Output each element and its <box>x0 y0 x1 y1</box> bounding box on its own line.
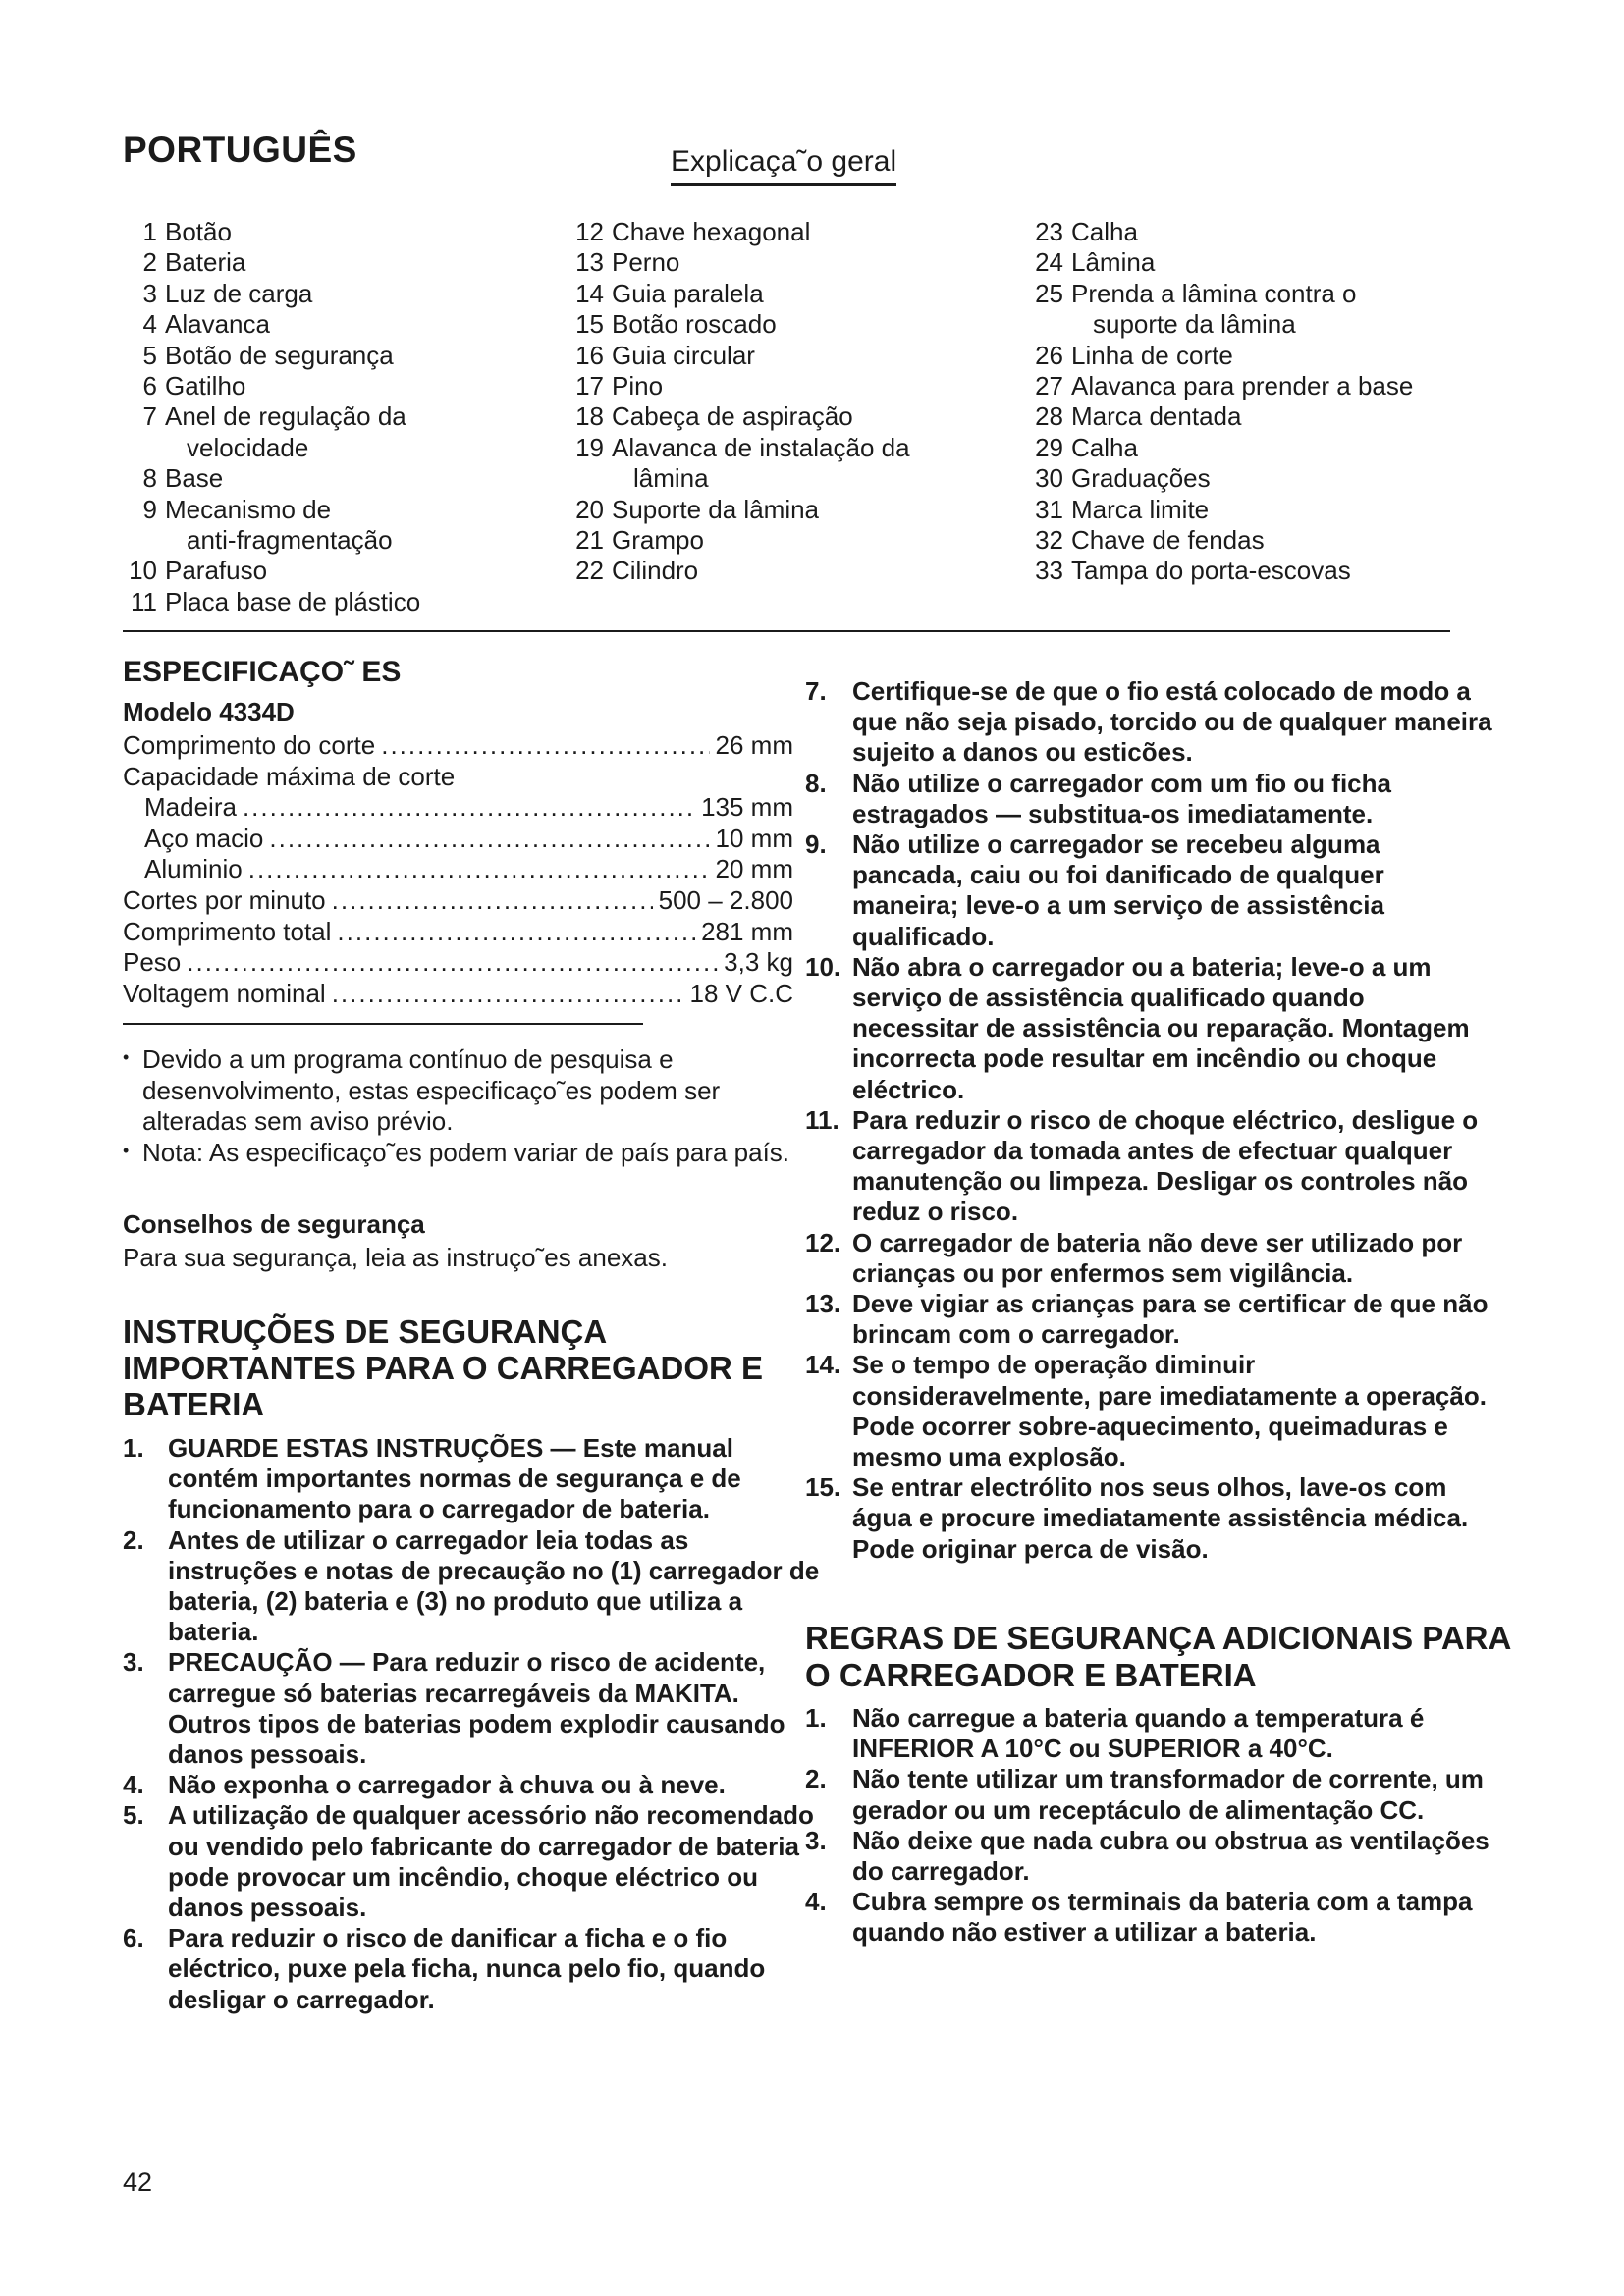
spec-row <box>123 762 793 793</box>
list-item-number: 15. <box>805 1472 841 1503</box>
list-item-text: GUARDE ESTAS INSTRUÇÕES — Este manual contém importantes normas de segurança e de funcionamento para o carregador de bateria. <box>168 1433 741 1524</box>
legend-item-label <box>165 401 406 463</box>
list-item-number: 12. <box>805 1227 841 1257</box>
spec-value: 3,3 kg <box>724 947 793 978</box>
legend-item-text: Chave de fendas <box>1071 525 1265 556</box>
legend-item-number: 26 <box>1035 340 1063 370</box>
legend-item-text: Anel de regulação da <box>165 401 406 432</box>
list-item <box>805 1826 1492 1887</box>
legend-item-number: 22 <box>575 556 604 586</box>
legend-item-label <box>612 371 663 401</box>
legend-item-text: Marca limite <box>1071 494 1210 524</box>
model-name: Modelo 4334D <box>123 697 295 726</box>
legend-item-number: 24 <box>1035 247 1063 278</box>
legend-item-label <box>612 341 755 371</box>
legend-item-label <box>1071 556 1351 586</box>
list-item-number: 3. <box>123 1647 144 1678</box>
legend-item-text: Cilindro <box>612 556 699 586</box>
language-heading: PORTUGUÊS <box>123 130 357 170</box>
list-item-text: Não utilize o carregador se recebeu alguma pancada, caiu ou foi danificado de qualquer maneira; leve-o a um serviço de assistência qualificado. <box>852 829 1384 951</box>
legend-item-text: Botão de segurança <box>165 340 394 370</box>
spec-leader-dots <box>332 885 653 917</box>
legend-item-label <box>1071 463 1211 494</box>
spec-label: Aço macio <box>144 823 264 853</box>
list-item-number: 2. <box>123 1524 144 1555</box>
legend-item-label <box>165 495 393 557</box>
legend-item-label <box>165 247 245 278</box>
legend-item-text: Guia paralela <box>612 278 764 308</box>
specifications-table <box>123 730 793 1009</box>
list-item-text: Se o tempo de operação diminuir consideravelmente, pare imediatamente a operação. Pode ocorrer sobre-aquecimento, queimaduras e mesmo uma explosão. <box>852 1350 1487 1472</box>
spec-leader-dots <box>332 979 684 1010</box>
legend-item-number: 9 <box>142 494 157 524</box>
legend-item-label <box>612 217 810 247</box>
list-item-text: Certifique-se de que o fio está colocado de modo a que não seja pisado, torcido ou de qualquer maneira sujeito a danos ou esticões. <box>852 676 1492 768</box>
list-item <box>805 829 1492 952</box>
legend-item-number: 29 <box>1035 432 1063 462</box>
list-item-number: 1. <box>805 1703 827 1733</box>
legend-item <box>123 463 420 494</box>
legend-item-number: 8 <box>142 463 157 494</box>
legend-item <box>569 279 910 309</box>
spec-row <box>123 824 793 855</box>
legend-item-number: 16 <box>575 340 604 370</box>
list-item <box>805 1887 1492 1948</box>
list-item <box>805 1703 1492 1764</box>
legend-item <box>1029 525 1413 556</box>
legend-item <box>1029 401 1413 432</box>
additional-safety-rules-list <box>805 1703 1492 1949</box>
list-item <box>805 769 1492 829</box>
legend-item-text: Alavanca de instalação da <box>612 432 910 462</box>
legend-item-number: 14 <box>575 278 604 308</box>
legend-item-text-continued: anti-fragmentação <box>187 525 393 556</box>
legend-column-3 <box>1029 217 1413 587</box>
legend-item <box>1029 279 1413 341</box>
legend-item <box>123 556 420 586</box>
legend-item-label <box>612 556 698 586</box>
legend-item-label <box>165 309 270 340</box>
legend-item-text: Bateria <box>165 247 246 278</box>
list-item <box>805 952 1492 1105</box>
legend-item-text: Base <box>165 463 224 494</box>
list-item-text: Não tente utilizar um transformador de corrente, um gerador ou um receptáculo de alimentação CC. <box>852 1764 1484 1825</box>
spec-row <box>123 947 793 979</box>
list-item-number: 9. <box>805 829 827 860</box>
page-number: 42 <box>123 2167 153 2197</box>
legend-item-text: Calha <box>1071 217 1138 246</box>
list-item-number: 7. <box>805 676 827 706</box>
list-item-text: Não exponha o carregador à chuva ou à neve. <box>168 1770 726 1800</box>
legend-item-text: Grampo <box>612 525 704 556</box>
legend-item-number: 2 <box>142 247 157 278</box>
legend-item-number: 21 <box>575 525 604 556</box>
list-item-number: 4. <box>805 1887 827 1917</box>
spec-value: 500 – 2.800 <box>658 884 793 915</box>
legend-item-label <box>165 463 223 494</box>
legend-item <box>1029 556 1413 586</box>
legend-item-label <box>165 556 267 586</box>
legend-item-label <box>612 433 910 495</box>
spec-leader-dots <box>337 917 695 948</box>
legend-item <box>123 495 420 557</box>
spec-row <box>123 854 793 885</box>
legend-item <box>123 341 420 371</box>
legend-item <box>123 371 420 401</box>
legend-item-text-continued: suporte da lâmina <box>1093 309 1296 340</box>
legend-item <box>123 309 420 340</box>
spec-note: • Devido a um programa contínuo de pesquisa e desenvolvimento, estas especificaço˜es podem ser alteradas sem aviso prévio. <box>123 1044 800 1138</box>
list-item-text: Cubra sempre os terminais da bateria com a tampa quando não estiver a utilizar a bateria. <box>852 1887 1473 1948</box>
safety-advice-heading: Conselhos de segurança <box>123 1209 425 1239</box>
legend-item-label <box>612 401 853 432</box>
legend-item-label <box>612 495 819 525</box>
spec-value: 281 mm <box>701 916 793 946</box>
spec-row <box>123 979 793 1010</box>
legend-item <box>1029 433 1413 463</box>
legend-item-number: 31 <box>1035 494 1063 524</box>
legend-item-number: 20 <box>575 494 604 524</box>
spec-label: Capacidade máxima de corte <box>123 761 456 791</box>
list-item-text: Não deixe que nada cubra ou obstrua as ventilações do carregador. <box>852 1825 1489 1887</box>
spec-row <box>123 885 793 917</box>
legend-item <box>123 587 420 617</box>
list-item <box>805 1105 1492 1228</box>
specifications-notes <box>123 1044 800 1168</box>
specifications-heading: ESPECIFICAÇO˜ ES <box>123 656 402 688</box>
specifications-divider <box>123 1023 643 1025</box>
legend-item-text: Luz de carga <box>165 278 313 308</box>
legend-item <box>123 279 420 309</box>
spec-label: Comprimento total <box>123 916 332 946</box>
legend-item-label <box>612 525 704 556</box>
list-item-text: Não utilize o carregador com um fio ou ficha estragados — substitua-os imediatamente. <box>852 768 1391 828</box>
legend-item-label <box>165 217 232 247</box>
legend-item-number: 19 <box>575 432 604 462</box>
legend-item-label <box>1071 247 1155 278</box>
spec-row <box>123 730 793 762</box>
legend-item-label <box>165 587 420 617</box>
legend-item-text: Pino <box>612 371 664 401</box>
legend-item <box>123 401 420 463</box>
spec-row <box>123 917 793 948</box>
list-item-text: Deve vigiar as crianças para se certificar de que não brincam com o carregador. <box>852 1289 1489 1350</box>
list-item-text: Para reduzir o risco de choque eléctrico, desligue o carregador da tomada antes de efectuar qualquer manutenção ou limpeza. Desligar os controles não reduz o risco. <box>852 1104 1479 1227</box>
list-item-text: Antes de utilizar o carregador leia todas as instruções e notas de precaução no (1) carregador de bateria, (2) bateria e (3) no produto que utiliza a bateria. <box>168 1524 820 1647</box>
legend-item-text: Botão <box>165 217 232 246</box>
section-divider <box>123 630 1450 632</box>
spec-label: Madeira <box>144 792 237 823</box>
list-item <box>123 1647 820 1770</box>
list-item-text: PRECAUÇÃO — Para reduzir o risco de acidente, carregue só baterias recarregáveis da MAKITA. Outros tipos de baterias podem explodir causando danos pessoais. <box>168 1647 785 1770</box>
legend-item <box>569 401 910 432</box>
list-item-number: 11. <box>805 1104 839 1135</box>
legend-item-label <box>1071 401 1241 432</box>
legend-item-number: 7 <box>142 401 157 432</box>
legend-item-number: 15 <box>575 309 604 340</box>
list-item <box>805 1228 1492 1289</box>
legend-item-number: 4 <box>142 309 157 340</box>
legend-item-label <box>612 309 777 340</box>
legend-item <box>1029 371 1413 401</box>
list-item <box>805 1472 1492 1565</box>
spec-leader-dots <box>381 730 709 762</box>
list-item <box>123 1525 820 1648</box>
important-safety-instructions-heading: INSTRUÇÕES DE SEGURANÇA IMPORTANTES PARA O CARREGADOR E BATERIA <box>123 1313 764 1422</box>
legend-item-label <box>165 341 394 371</box>
legend-item-number: 32 <box>1035 525 1063 556</box>
list-item <box>805 1764 1492 1825</box>
legend-item <box>569 247 910 278</box>
list-item-text: Para reduzir o risco de danificar a ficha e o fio eléctrico, puxe pela ficha, nunca pelo fio, quando desligar o carregador. <box>168 1923 766 2014</box>
legend-item-number: 23 <box>1035 217 1063 246</box>
legend-item-number: 28 <box>1035 401 1063 432</box>
legend-item <box>569 309 910 340</box>
safety-instructions-list-left <box>123 1433 820 2015</box>
spec-label: Aluminio <box>144 854 243 884</box>
legend-item-number: 13 <box>575 247 604 278</box>
legend-item-text: Marca dentada <box>1071 401 1242 432</box>
legend-column-1 <box>123 217 420 617</box>
list-item-number: 3. <box>805 1825 827 1855</box>
legend-item-number: 3 <box>142 278 157 308</box>
spec-value: 10 mm <box>715 823 793 853</box>
list-item-number: 2. <box>805 1764 827 1794</box>
legend-item-text: Parafuso <box>165 556 268 586</box>
legend-item <box>569 371 910 401</box>
safety-instructions-list-right <box>805 676 1492 1565</box>
list-item-number: 4. <box>123 1770 144 1800</box>
list-item-text: Não abra o carregador ou a bateria; leve-o a um serviço de assistência qualificado quando necessitar de assistência ou reparação. Montagem incorrecta pode resultar em incêndio ou choque eléctrico. <box>852 951 1470 1104</box>
legend-item-label <box>612 279 764 309</box>
legend-item-label <box>165 279 312 309</box>
legend-item <box>569 217 910 247</box>
legend-item-label <box>1071 341 1233 371</box>
list-item-number: 10. <box>805 951 841 982</box>
legend-item <box>1029 341 1413 371</box>
legend-item-text: Alavanca <box>165 309 270 340</box>
legend-item <box>569 495 910 525</box>
legend-item-text: Guia circular <box>612 340 755 370</box>
list-item-text: Se entrar electrólito nos seus olhos, lave-os com água e procure imediatamente assistência médica. Pode originar perca de visão. <box>852 1472 1469 1564</box>
legend-item-text: Mecanismo de <box>165 494 332 524</box>
legend-item <box>569 341 910 371</box>
legend-item-number: 6 <box>142 371 157 401</box>
legend-item-text: Gatilho <box>165 371 246 401</box>
legend-item <box>123 247 420 278</box>
legend-item <box>1029 217 1413 247</box>
legend-item-text: Perno <box>612 247 680 278</box>
list-item-number: 1. <box>123 1433 144 1463</box>
spec-leader-dots <box>187 947 718 979</box>
spec-leader-dots <box>269 824 709 855</box>
legend-item-label <box>1071 279 1357 341</box>
legend-item-text: Cabeça de aspiração <box>612 401 853 432</box>
legend-item-number: 17 <box>575 371 604 401</box>
legend-item-text: Placa base de plástico <box>165 586 421 616</box>
safety-advice-text: Para sua segurança, leia as instruço˜es anexas. <box>123 1243 668 1272</box>
legend-item-label <box>1071 525 1265 556</box>
spec-value: 20 mm <box>715 854 793 884</box>
legend-item-label <box>1071 433 1138 463</box>
additional-safety-rules-heading: REGRAS DE SEGURANÇA ADICIONAIS PARA O CARREGADOR E BATERIA <box>805 1620 1511 1693</box>
legend-item-label <box>1071 371 1413 401</box>
legend-item-number: 10 <box>129 556 157 586</box>
legend-item-text: Calha <box>1071 432 1138 462</box>
legend-item-text: Linha de corte <box>1071 340 1233 370</box>
legend-item-number: 12 <box>575 217 604 246</box>
spec-leader-dots <box>248 854 710 885</box>
legend-item-text: Alavanca para prender a base <box>1071 371 1414 401</box>
legend-item-number: 5 <box>142 340 157 370</box>
legend-column-2 <box>569 217 910 587</box>
legend-item-text: Chave hexagonal <box>612 217 811 246</box>
legend-item-label <box>1071 495 1209 525</box>
legend-item-number: 25 <box>1035 278 1063 308</box>
list-item-text: O carregador de bateria não deve ser utilizado por crianças ou por enfermos sem vigilância. <box>852 1227 1463 1288</box>
legend-item-label <box>165 371 245 401</box>
list-item-number: 13. <box>805 1289 841 1319</box>
legend-item <box>569 525 910 556</box>
list-item-number: 14. <box>805 1350 841 1380</box>
list-item <box>123 1800 820 1923</box>
spec-row <box>123 792 793 824</box>
legend-item <box>123 217 420 247</box>
list-item <box>123 1770 820 1800</box>
list-item-text: A utilização de qualquer acessório não recomendado ou vendido pelo fabricante do carregador de bateria pode provocar um incêndio, choque eléctrico ou danos pessoais. <box>168 1800 814 1923</box>
legend-item-number: 1 <box>142 217 157 246</box>
legend-item-text: Prenda a lâmina contra o <box>1071 278 1357 308</box>
legend-item <box>1029 247 1413 278</box>
spec-label: Voltagem nominal <box>123 978 326 1008</box>
list-item <box>805 676 1492 769</box>
spec-value: 18 V C.C <box>689 978 793 1008</box>
spec-label: Peso <box>123 947 182 978</box>
list-item <box>123 1923 820 2015</box>
legend-item-number: 11 <box>131 586 157 616</box>
spec-value: 135 mm <box>701 792 793 823</box>
legend-item-text: Tampa do porta-escovas <box>1071 556 1351 586</box>
legend-item-text: Lâmina <box>1071 247 1156 278</box>
legend-item <box>569 433 910 495</box>
legend-item-text-continued: velocidade <box>187 432 309 462</box>
general-explanation-title: Explicaça˜o geral <box>671 145 896 186</box>
spec-note: • Nota: As especificaço˜es podem variar de país para país. <box>123 1138 800 1169</box>
legend-item-text: Graduações <box>1071 463 1211 494</box>
list-item <box>805 1350 1492 1472</box>
list-item <box>805 1289 1492 1350</box>
legend-item-text: Botão roscado <box>612 309 777 340</box>
list-item-number: 5. <box>123 1800 144 1831</box>
spec-value: 26 mm <box>715 730 793 760</box>
legend-item-number: 27 <box>1035 371 1063 401</box>
legend-item-number: 30 <box>1035 463 1063 494</box>
list-item-number: 6. <box>123 1923 144 1953</box>
legend-item-text: Suporte da lâmina <box>612 494 820 524</box>
legend-item <box>569 556 910 586</box>
legend-item-number: 33 <box>1035 556 1063 586</box>
legend-item-text-continued: lâmina <box>633 463 709 494</box>
list-item <box>123 1433 820 1525</box>
legend-item-number: 18 <box>575 401 604 432</box>
spec-label: Cortes por minuto <box>123 884 326 915</box>
legend-item-label <box>1071 217 1138 247</box>
legend-item-label <box>612 247 679 278</box>
legend-item <box>1029 495 1413 525</box>
list-item-number: 8. <box>805 768 827 798</box>
legend-item <box>1029 463 1413 494</box>
list-item-text: Não carregue a bateria quando a temperatura é INFERIOR A 10°C ou SUPERIOR a 40°C. <box>852 1703 1425 1764</box>
spec-leader-dots <box>243 792 695 824</box>
spec-label: Comprimento do corte <box>123 730 376 760</box>
